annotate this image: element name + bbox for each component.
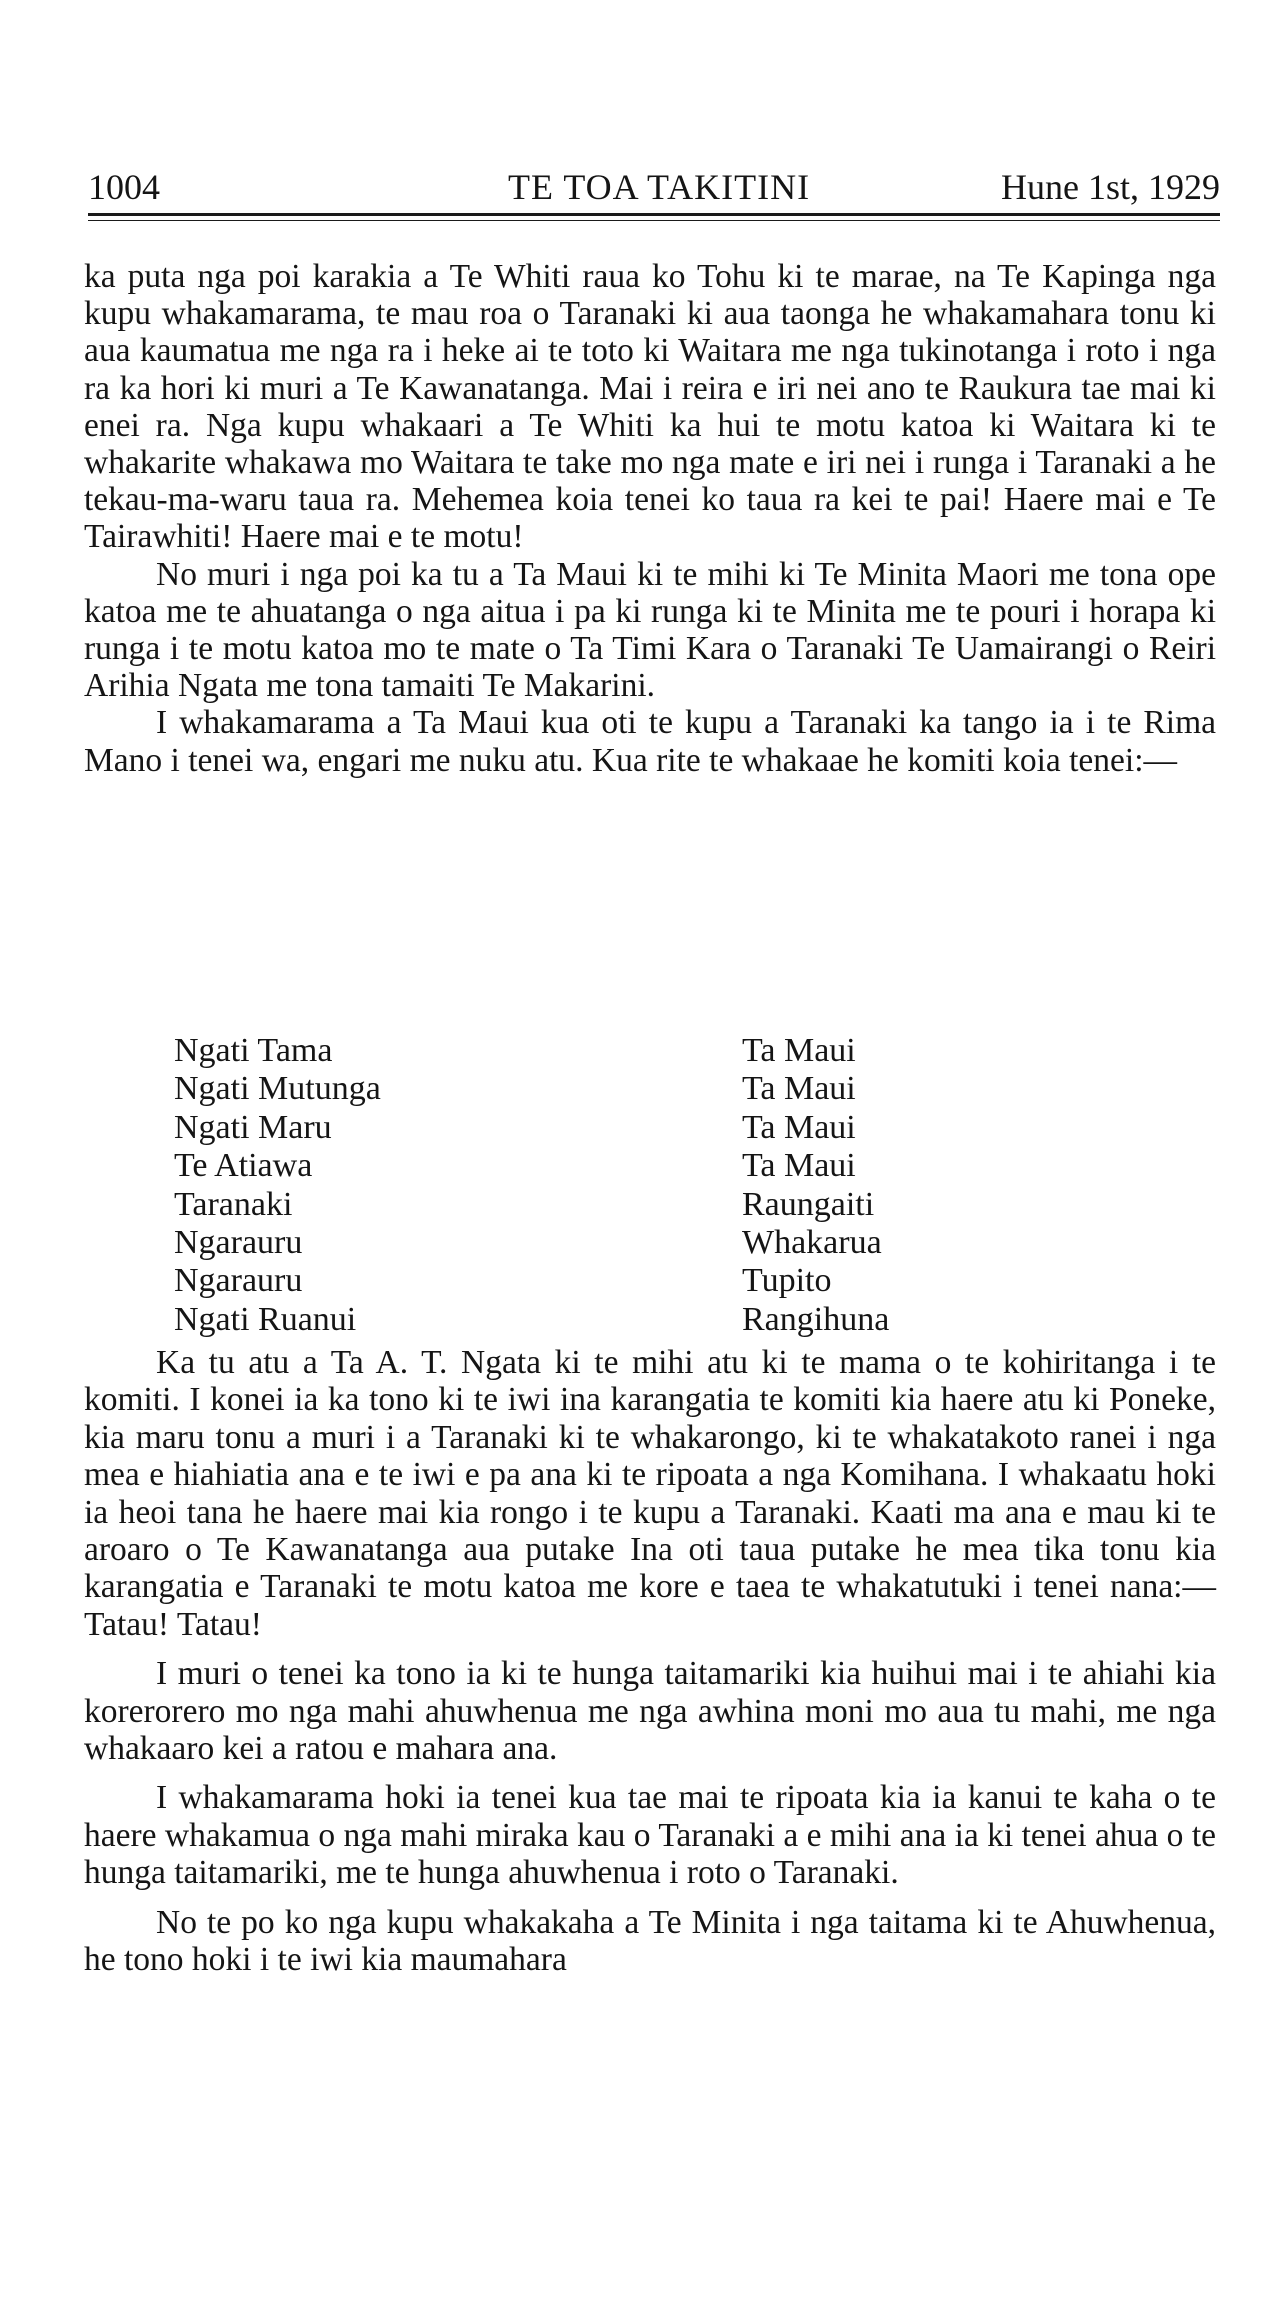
committee-row	[174, 1301, 934, 1339]
running-header	[88, 165, 1220, 209]
committee-list	[174, 1032, 934, 1339]
committee-row	[174, 1070, 934, 1108]
paragraph: No muri i nga poi ka tu a Ta Maui ki te mihi ki Te Minita Maori me tona ope katoa me te ahuatanga o nga aitua i pa ki runga ki te Minita me te pouri i horapa ki runga i te motu katoa mo te mate o Ta Timi Kara o Taranaki Te Uamairangi o Reiri Arihia Ngata me tona tamaiti Te Makarini.	[84, 555, 1216, 705]
body-text-bottom	[84, 1344, 1216, 1979]
member-name: Rangihuna	[742, 1300, 890, 1338]
member-name: Ta Maui	[742, 1032, 856, 1069]
paragraph: I muri o tenei ka tono ia ki te hunga taitamariki kia huihui mai i te ahiahi kia korerorero mo nga mahi ahuwhenua me nga awhina moni mo aua tu mahi, me nga whakaaro kei a ratou e mahara ana.	[84, 1655, 1216, 1768]
tribe-name: Taranaki	[174, 1185, 293, 1223]
body-text-top	[84, 258, 1216, 779]
member-name: Ta Maui	[742, 1108, 856, 1146]
member-name: Ta Maui	[742, 1147, 856, 1185]
member-name: Whakarua	[742, 1223, 882, 1261]
committee-row	[174, 1147, 934, 1185]
member-name: Tupito	[742, 1262, 832, 1300]
issue-date: Hune 1st, 1929	[1001, 167, 1220, 207]
tribe-name: Ngati Maru	[174, 1108, 332, 1146]
header-rule-thin	[88, 220, 1220, 221]
committee-row	[174, 1032, 934, 1070]
paragraph: Ka tu atu a Ta A. T. Ngata ki te mihi atu ki te mama o te kohiritanga i te komiti. I konei ia ka tono ki te iwi ina karangatia te komiti kia haere atu ki Poneke, kia maru tonu a muri i a Taranaki ki te whakarongo, ki te whakatakoto ranei i nga mea e hiahiatia ana e te iwi e pa ana ki te ripoata a nga Komihana. I whakaatu hoki ia heoi tana he haere mai kia rongo i te kupu a Taranaki. Kaati ma ana e mau ki te aroaro o Te Kawanatanga aua putake Ina oti taua putake he mea tika tonu kia karangatia e Taranaki te motu katoa me kore e taea te whakatutuki i tenei nana:—Tatau! Tatau!	[84, 1344, 1216, 1643]
committee-row	[174, 1224, 934, 1262]
tribe-name: Ngarauru	[174, 1223, 303, 1261]
header-rule-thick	[88, 213, 1220, 216]
paragraph: I whakamarama hoki ia tenei kua tae mai te ripoata kia ia kanui te kaha o te haere whakamua o nga mahi miraka kau o Taranaki a e mihi ana ia ki tenei ahua o te hunga taitamariki, me te hunga ahuwhenua i roto o Taranaki.	[84, 1779, 1216, 1892]
paragraph: I whakamarama a Ta Maui kua oti te kupu a Taranaki ka tango ia i te Rima Mano i tenei wa, engari me nuku atu. Kua rite te whakaae he komiti koia tenei:—	[84, 704, 1216, 779]
paragraph: ka puta nga poi karakia a Te Whiti raua ko Tohu ki te marae, na Te Kapinga nga kupu whakamarama, te mau roa o Taranaki ki aua taonga he whakamahara tonu ki aua kaumatua me nga ra i heke ai te toto ki Waitara me nga tukinotanga i roto i nga ra ka hori ki muri a Te Kawanatanga. Mai i reira e iri nei ano te Raukura tae mai ki enei ra. Nga kupu whakaari a Te Whiti ka hui te motu katoa ki Waitara ki te whakarite whakawa mo Waitara te take mo nga mate e iri nei i runga i Taranaki a he tekau-ma-waru taua ra. Mehemea koia tenei ko taua ra kei te pai! Haere mai e Te Tairawhiti! Haere mai e te motu!	[84, 258, 1216, 556]
tribe-name: Te Atiawa	[174, 1147, 313, 1185]
tribe-name: Ngati Tama	[174, 1032, 333, 1069]
page-number: 1004	[88, 167, 160, 207]
committee-row	[174, 1186, 934, 1224]
committee-row	[174, 1109, 934, 1147]
tribe-name: Ngati Mutunga	[174, 1070, 381, 1108]
publication-title: TE TOA TAKITINI	[508, 167, 811, 207]
member-name: Ta Maui	[742, 1070, 856, 1108]
member-name: Raungaiti	[742, 1185, 875, 1223]
tribe-name: Ngati Ruanui	[174, 1300, 357, 1338]
committee-row	[174, 1262, 934, 1300]
tribe-name: Ngarauru	[174, 1262, 303, 1300]
paragraph: No te po ko nga kupu whakakaha a Te Minita i nga taitama ki te Ahuwhenua, he tono hoki i te iwi kia maumahara	[84, 1903, 1216, 1979]
